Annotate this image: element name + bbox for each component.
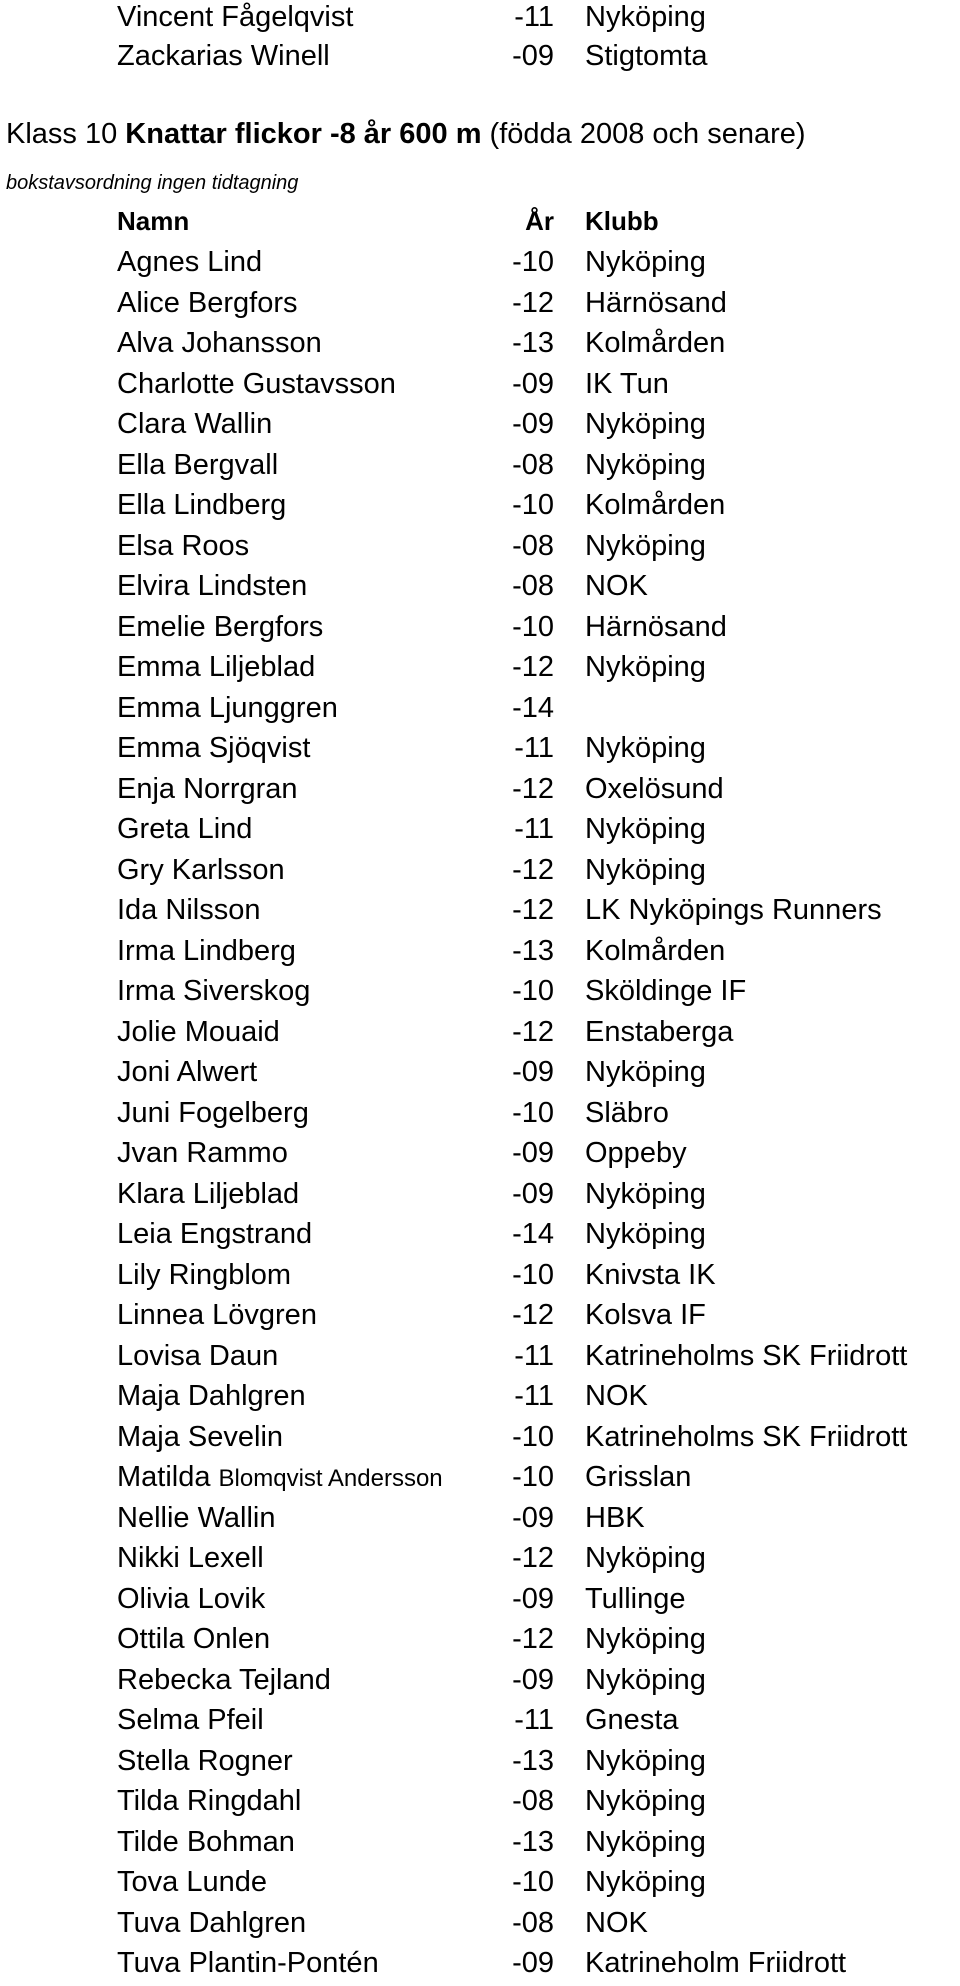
birth-year: -09 [512,1501,554,1534]
athlete-name: Charlotte Gustavsson [117,367,396,400]
club-name: Nyköping [585,529,706,562]
club-name: Nyköping [585,1177,706,1210]
birth-year: -10 [512,1258,554,1291]
club-name: Nyköping [585,1056,706,1088]
athlete-name: Olivia Lovik [117,1582,266,1615]
athlete-name: Ida Nilsson [117,894,261,926]
athlete-name: Lily Ringblom [117,1258,292,1291]
birth-year: -08 [512,1785,554,1817]
birth-year: -10 [512,1096,554,1129]
club-name: Nyköping [585,853,706,886]
birth-year: -10 [512,975,554,1007]
column-header-name: Namn [117,206,190,236]
club-name: Katrineholm Friidrott [585,1947,847,1979]
club-name: Knivsta IK [585,1258,716,1291]
birth-year: -10 [512,1461,554,1493]
club-name: Härnösand [585,610,727,643]
athlete-name: Clara Wallin [117,408,273,440]
birth-year: -09 [512,1663,554,1696]
athlete-name: Irma Siverskog [117,975,311,1007]
column-header-year: År [525,206,554,236]
athlete-name: Tuva Plantin-Pontén [117,1947,379,1979]
club-name: Nyköping [585,1,706,33]
club-name: Kolmården [585,327,726,359]
birth-year: -11 [514,732,554,764]
club-name: Nyköping [585,813,706,845]
athlete-name: Tova Lunde [117,1866,267,1898]
athlete-name: Emma Sjöqvist [117,732,311,764]
athlete-name: Jvan Rammo [117,1137,288,1169]
athlete-name: Leia Engstrand [117,1218,313,1250]
athlete-name: Rebecka Tejland [117,1663,331,1696]
club-name: Nyköping [585,1866,706,1898]
club-name: HBK [585,1501,645,1534]
athlete-name [117,1457,443,1499]
club-name: Nyköping [585,1542,706,1574]
club-name: Grisslan [585,1461,692,1493]
athlete-name: Tilda Ringdahl [117,1785,302,1817]
birth-year: -14 [512,691,554,724]
athlete-name: Irma Lindberg [117,934,296,967]
class-note: bokstavsordning ingen tidtagning [6,172,299,194]
athlete-name: Linnea Lövgren [117,1299,317,1331]
birth-year: -09 [512,1947,554,1979]
club-name: Sköldinge IF [585,975,747,1007]
birth-year: -10 [512,610,554,643]
birth-year: -09 [512,1582,554,1615]
class-title-suffix: (födda 2008 och senare) [481,118,806,150]
birth-year: -14 [512,1218,554,1250]
birth-year: -10 [512,246,554,278]
club-name: Enstaberga [585,1015,734,1048]
club-name: Släbro [585,1096,669,1129]
birth-year: -11 [514,813,554,845]
club-name: Nyköping [585,1623,706,1655]
athlete-name: Tuva Dahlgren [117,1906,307,1939]
club-name: Kolmården [585,489,726,521]
athlete-name: Alva Johansson [117,327,322,359]
birth-year: -12 [512,1542,554,1574]
club-name: Gnesta [585,1704,679,1736]
birth-year: -09 [512,1137,554,1169]
column-header-club: Klubb [585,206,659,236]
athlete-name: Lovisa Daun [117,1339,279,1372]
club-name: Kolmården [585,934,726,967]
athlete-name: Maja Sevelin [117,1420,284,1453]
birth-year: -11 [514,1339,554,1372]
club-name: Härnösand [585,286,727,319]
class-title-name: Knattar flickor -8 år 600 m [125,118,482,150]
athlete-name: Selma Pfeil [117,1704,264,1736]
birth-year: -11 [514,1704,554,1736]
club-name: Nyköping [585,651,706,683]
birth-year: -12 [512,894,554,926]
birth-year: -10 [512,1866,554,1898]
athlete-name: Vincent Fågelqvist [117,1,354,33]
birth-year: -09 [512,367,554,400]
club-name: Stigtomta [585,40,708,72]
club-name: Nyköping [585,448,706,481]
athlete-name: Ella Lindberg [117,489,287,521]
club-name: IK Tun [585,367,669,400]
birth-year: -13 [512,327,554,359]
athlete-name: Greta Lind [117,813,253,845]
birth-year: -11 [514,1380,554,1412]
athlete-name: Emma Liljeblad [117,651,316,683]
athlete-last-name: Blomqvist Andersson [218,1465,443,1492]
athlete-name: Ella Bergvall [117,448,279,481]
athlete-name: Ottila Onlen [117,1623,271,1655]
athlete-name: Joni Alwert [117,1056,258,1088]
athlete-name: Juni Fogelberg [117,1096,309,1129]
birth-year: -12 [512,286,554,319]
birth-year: -08 [512,448,554,481]
athlete-name: Elvira Lindsten [117,570,308,602]
athlete-name: Zackarias Winell [117,40,330,72]
birth-year: -10 [512,1420,554,1453]
birth-year: -09 [512,1056,554,1088]
club-name: Katrineholms SK Friidrott [585,1420,908,1453]
birth-year: -08 [512,1906,554,1939]
athlete-name: Alice Bergfors [117,286,298,319]
club-name: Nyköping [585,732,706,764]
club-name: Oxelösund [585,772,724,805]
athlete-name: Stella Rogner [117,1744,293,1777]
athlete-name: Maja Dahlgren [117,1380,306,1412]
birth-year: -13 [512,1825,554,1858]
athlete-name: Agnes Lind [117,246,263,278]
athlete-name: Enja Norrgran [117,772,298,805]
birth-year: -13 [512,934,554,967]
birth-year: -08 [512,529,554,562]
birth-year: -10 [512,489,554,521]
birth-year: -12 [512,651,554,683]
birth-year: -09 [512,1177,554,1210]
class-title-prefix: Klass 10 [6,118,126,150]
athlete-name: Nikki Lexell [117,1542,264,1574]
club-name: NOK [585,1906,648,1939]
birth-year: -12 [512,1015,554,1048]
athlete-name: Nellie Wallin [117,1501,276,1534]
birth-year: -12 [512,1623,554,1655]
athlete-name: Klara Liljeblad [117,1177,300,1210]
club-name: Nyköping [585,1663,706,1696]
athlete-name: Elsa Roos [117,529,250,562]
club-name: Oppeby [585,1137,687,1169]
birth-year: -13 [512,1744,554,1777]
club-name: Nyköping [585,246,706,278]
athlete-name: Gry Karlsson [117,853,285,886]
club-name: Kolsva IF [585,1299,706,1331]
birth-year: -12 [512,853,554,886]
birth-year: -09 [512,408,554,440]
athlete-name: Tilde Bohman [117,1825,295,1858]
club-name: NOK [585,570,648,602]
club-name: Nyköping [585,1785,706,1817]
birth-year: -08 [512,570,554,602]
athlete-name: Jolie Mouaid [117,1015,280,1048]
class-title [6,114,806,154]
club-name: Nyköping [585,1744,706,1777]
club-name: Katrineholms SK Friidrott [585,1339,908,1372]
birth-year: -12 [512,772,554,805]
athlete-name: Emma Ljunggren [117,691,338,724]
club-name: Nyköping [585,1218,706,1250]
athlete-name: Emelie Bergfors [117,610,324,643]
birth-year: -09 [512,40,554,72]
club-name: NOK [585,1380,648,1412]
club-name: Nyköping [585,408,706,440]
birth-year: -12 [512,1299,554,1331]
club-name: Nyköping [585,1825,706,1858]
birth-year: -11 [514,1,554,33]
athlete-first-name: Matilda [117,1461,219,1493]
club-name: LK Nyköpings Runners [585,894,882,926]
club-name: Tullinge [585,1582,686,1615]
